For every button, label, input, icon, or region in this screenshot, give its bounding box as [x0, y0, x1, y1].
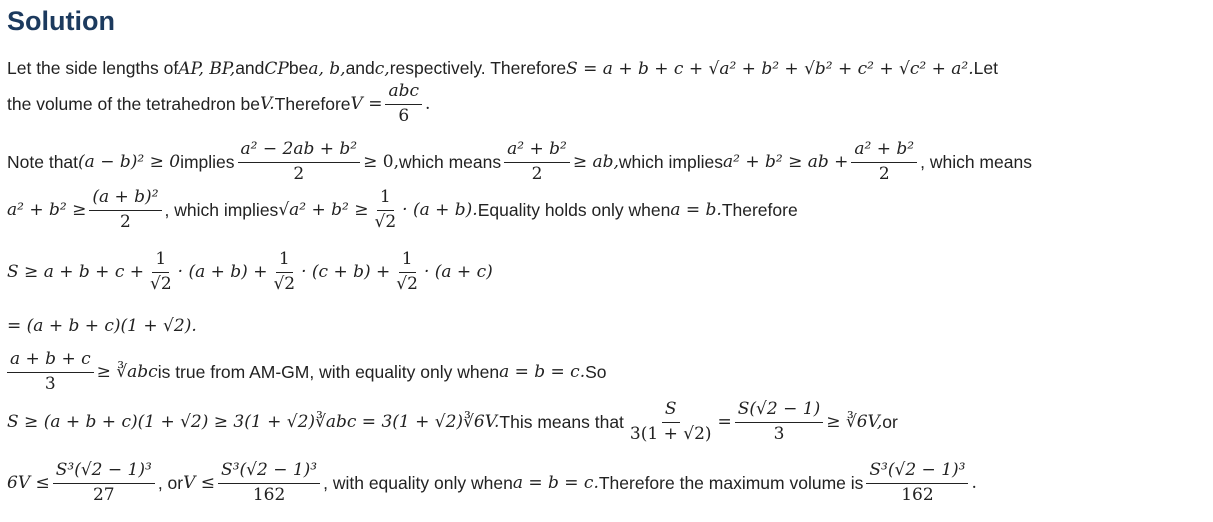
- text: Note that: [7, 151, 79, 172]
- fraction-numerator: a² + b²: [851, 140, 917, 163]
- text: be: [288, 58, 309, 78]
- text: So: [585, 361, 607, 382]
- fraction: [7, 350, 94, 394]
- math: a = b.: [670, 200, 722, 221]
- text: or: [882, 411, 898, 432]
- solution-line-6: [7, 316, 197, 336]
- math: CP: [264, 58, 289, 79]
- math: S ≥ a + b + c +: [7, 262, 144, 283]
- fraction-denominator: 2: [531, 163, 543, 184]
- fraction: [504, 140, 570, 184]
- fraction: [851, 140, 917, 184]
- math: S ≥ (a + b + c)(1 + √2) ≥ 3(1 + √2)∛abc = 3(1 + √2)∛6V.: [7, 412, 500, 433]
- fraction-denominator: 3: [44, 373, 56, 394]
- math: .: [971, 473, 977, 494]
- math: a² + b² ≥ ab +: [722, 152, 849, 173]
- fraction-denominator: √2: [374, 211, 397, 232]
- solution-line-9: [7, 461, 977, 505]
- fraction: [735, 400, 823, 444]
- fraction: [238, 140, 361, 184]
- text: which implies: [618, 151, 723, 172]
- fraction-denominator: 162: [252, 484, 286, 505]
- fraction-numerator: 1: [276, 250, 293, 273]
- fraction-numerator: a + b + c: [7, 350, 94, 373]
- math: V =: [350, 94, 383, 115]
- math: S = a + b + c + √a² + b² + √b² + c² + √c² + a².: [566, 58, 974, 79]
- text: the volume of the tetrahedron be: [7, 93, 260, 114]
- page-title: Solution: [7, 6, 115, 36]
- solution-line-5: [7, 250, 493, 294]
- math: ≥ ∛abc: [96, 362, 158, 383]
- fraction: [89, 188, 161, 232]
- fraction-denominator: 3(1 + √2): [629, 423, 712, 444]
- math: V ≤: [183, 473, 216, 494]
- fraction: [627, 400, 715, 444]
- math: = (a + b + c)(1 + √2).: [7, 316, 197, 336]
- fraction-numerator: a² + b²: [504, 140, 570, 163]
- text: , which means: [920, 151, 1032, 172]
- text: and: [345, 58, 375, 78]
- fraction: [372, 188, 400, 232]
- math: 6V ≤: [7, 473, 50, 494]
- math: a² + b² ≥: [7, 200, 87, 221]
- math: .: [425, 94, 431, 115]
- fraction-numerator: abc: [385, 82, 422, 105]
- fraction: [866, 461, 968, 505]
- math: c,: [374, 58, 390, 79]
- fraction-numerator: S³(√2 − 1)³: [53, 461, 155, 484]
- fraction-denominator: 2: [120, 211, 131, 232]
- fraction: [53, 461, 155, 505]
- text: Equality holds only when: [477, 199, 671, 220]
- math: · (a + c): [423, 262, 493, 283]
- fraction-denominator: 27: [92, 484, 115, 505]
- solution-line-2: [7, 82, 430, 126]
- fraction-denominator: 3: [773, 423, 785, 444]
- math: ≥ ∛6V,: [826, 412, 883, 433]
- fraction-numerator: S³(√2 − 1)³: [218, 461, 320, 484]
- math: · (a + b).: [402, 200, 478, 221]
- text: Let the side lengths of: [7, 58, 179, 78]
- fraction: [270, 250, 298, 294]
- fraction-denominator: √2: [396, 273, 418, 294]
- fraction-denominator: 2: [878, 163, 890, 184]
- text: , or: [157, 472, 184, 493]
- fraction-numerator: 1: [377, 188, 394, 211]
- solution-line-1: [7, 58, 998, 79]
- solution-line-3: [7, 140, 1032, 184]
- math: ≥ ab,: [572, 152, 619, 173]
- fraction-numerator: a² − 2ab + b²: [238, 140, 361, 163]
- text: implies: [180, 151, 235, 172]
- math: · (a + b) +: [177, 262, 268, 283]
- text: Let: [973, 58, 998, 78]
- math: a = b = c.: [512, 473, 599, 494]
- fraction-numerator: S(√2 − 1): [735, 400, 823, 423]
- solution-line-8: [7, 400, 898, 444]
- text: and: [235, 58, 265, 78]
- math: V.: [259, 94, 275, 115]
- fraction-denominator: √2: [273, 273, 296, 294]
- solution-line-4: [7, 188, 798, 232]
- fraction-denominator: 162: [901, 484, 934, 505]
- math: AP, BP,: [178, 58, 236, 79]
- math: a, b,: [308, 58, 346, 79]
- math: =: [717, 412, 732, 433]
- math: √a² + b² ≥: [278, 200, 369, 221]
- fraction-numerator: S³(√2 − 1)³: [866, 461, 968, 484]
- text: is true from AM-GM, with equality only when: [157, 361, 500, 382]
- fraction-numerator: 1: [152, 250, 169, 273]
- text: This means that: [499, 411, 624, 432]
- fraction-numerator: (a + b)²: [89, 188, 161, 211]
- math: ≥ 0,: [363, 152, 399, 173]
- fraction: [393, 250, 421, 294]
- fraction-denominator: 2: [293, 163, 305, 184]
- fraction: [147, 250, 175, 294]
- text: Therefore the maximum volume is: [598, 472, 864, 493]
- fraction: [218, 461, 320, 505]
- fraction: [385, 82, 422, 126]
- text: , which implies: [164, 199, 279, 220]
- text: respectively. Therefore: [389, 58, 567, 78]
- solution-line-7: [7, 350, 607, 394]
- fraction-numerator: S: [662, 400, 680, 423]
- text: which means: [399, 151, 502, 172]
- math: · (c + b) +: [301, 262, 391, 283]
- text: Therefore: [274, 93, 351, 114]
- fraction-denominator: √2: [150, 273, 172, 294]
- text: Therefore: [721, 199, 798, 220]
- fraction-numerator: 1: [399, 250, 416, 273]
- math: a = b = c.: [499, 362, 586, 383]
- fraction-denominator: 6: [398, 105, 410, 126]
- math: (a − b)² ≥ 0: [78, 152, 181, 173]
- text: , with equality only when: [323, 472, 513, 493]
